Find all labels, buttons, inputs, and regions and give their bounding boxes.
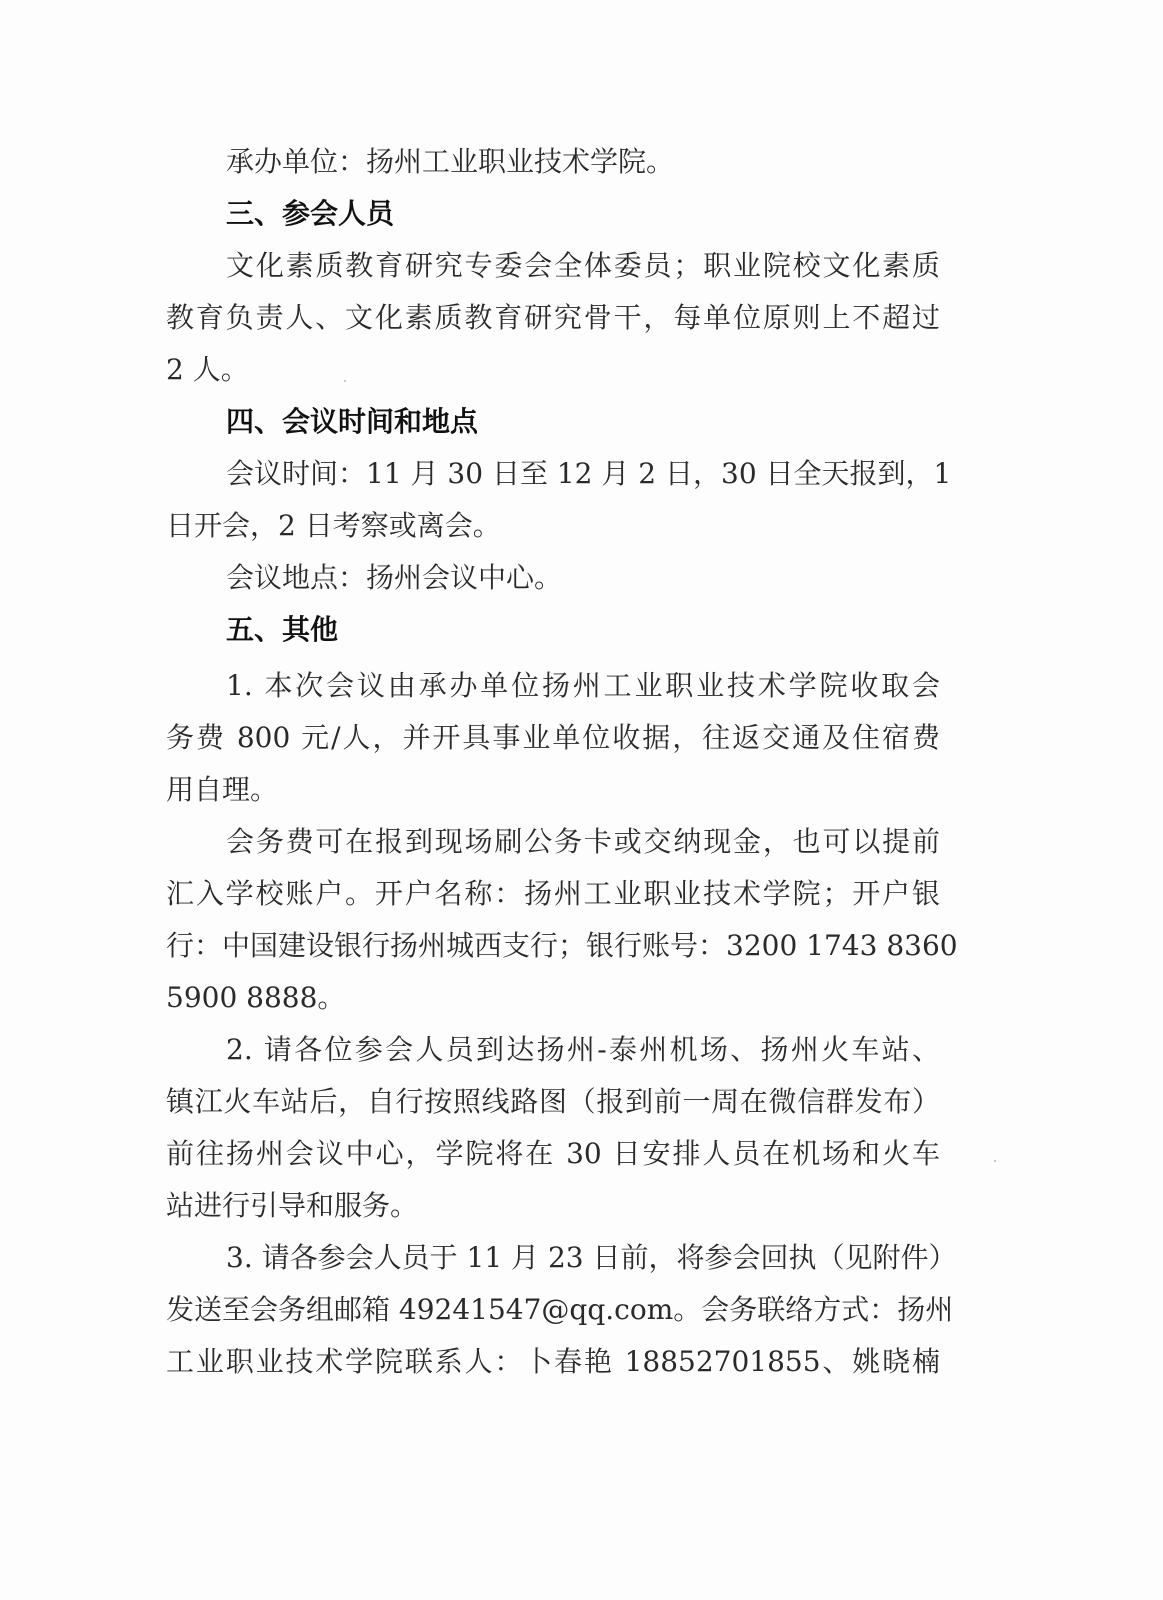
text-line: 务费 800 元/人，并开具事业单位收据，往返交通及住宿费	[166, 721, 940, 754]
text-line: 文化素质教育研究专委会全体委员；职业院校文化素质	[226, 249, 940, 282]
scan-speck	[344, 380, 346, 382]
text-line: 教育负责人、文化素质教育研究骨干，每单位原则上不超过	[166, 301, 940, 334]
text-line: 3. 请各参会人员于 11 月 23 日前，将参会回执（见附件）	[226, 1241, 957, 1274]
text-line: 1. 本次会议由承办单位扬州工业职业技术学院收取会	[226, 669, 940, 702]
text-line: 镇江火车站后，自行按照线路图（报到前一周在微信群发布）	[166, 1085, 940, 1118]
text-line: 行：中国建设银行扬州城西支行；银行账号：3200 1743 8360	[166, 929, 958, 962]
text-line: 会议地点：扬州会议中心。	[226, 561, 563, 594]
text-line: 日开会，2 日考察或离会。	[166, 509, 501, 542]
text-line: 前往扬州会议中心，学院将在 30 日安排人员在机场和火车	[166, 1137, 940, 1170]
scan-speck	[994, 1160, 996, 1162]
text-line: 发送至会务组邮箱 49241547@qq.com。会务联络方式：扬州	[166, 1293, 954, 1326]
text-line: 5900 8888。	[166, 981, 346, 1014]
text-line: 工业职业技术学院联系人：卜春艳 18852701855、姚晓楠	[166, 1345, 940, 1378]
section-heading-participants: 三、参会人员	[226, 197, 395, 230]
text-line: 2 人。	[166, 353, 249, 386]
text-line: 会议时间：11 月 30 日至 12 月 2 日，30 日全天报到，1	[226, 457, 952, 490]
section-heading-time-place: 四、会议时间和地点	[226, 405, 479, 438]
text-line: 站进行引导和服务。	[166, 1189, 419, 1222]
text-line: 会务费可在报到现场刷公务卡或交纳现金，也可以提前	[226, 825, 940, 858]
section-heading-other: 五、其他	[226, 613, 339, 646]
text-line: 用自理。	[166, 773, 279, 806]
text-line: 汇入学校账户。开户名称：扬州工业职业技术学院；开户银	[166, 877, 940, 910]
text-line: 承办单位：扬州工业职业技术学院。	[226, 145, 675, 178]
text-line: 2. 请各位参会人员到达扬州-泰州机场、扬州火车站、	[226, 1033, 940, 1066]
